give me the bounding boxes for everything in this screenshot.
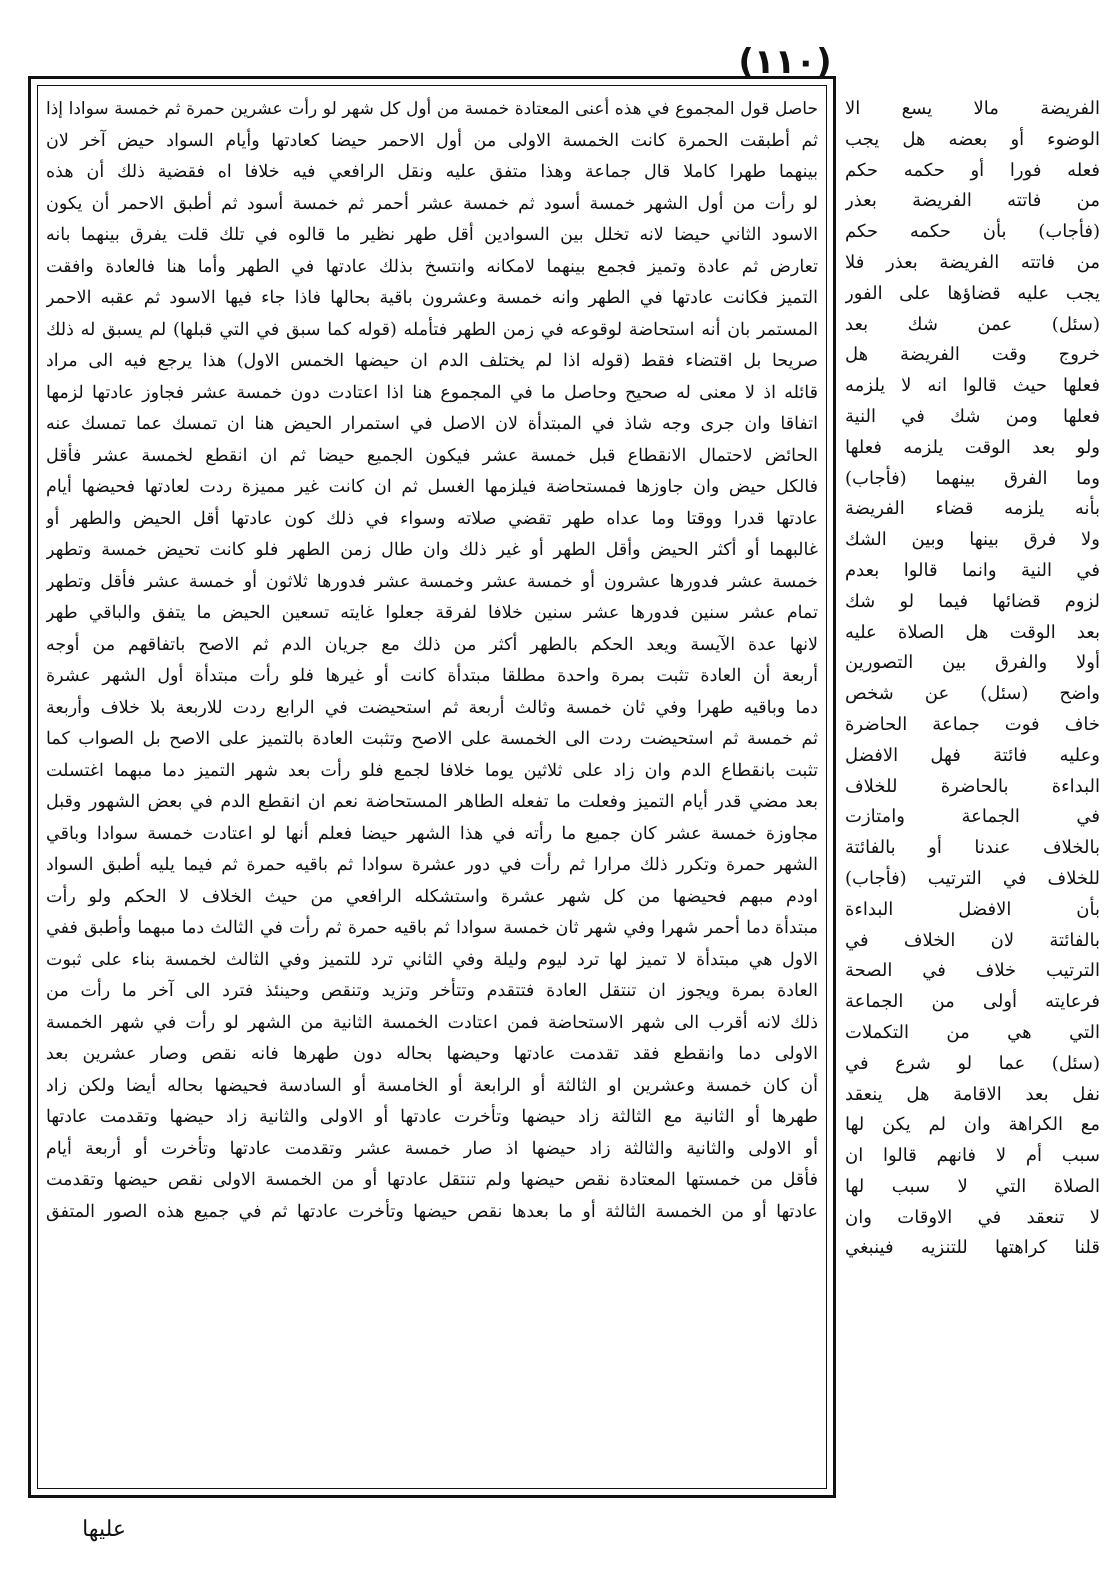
main-text-line: أن كان خمسة وعشرين او الثالثة أو الرابعة أو الخامسة أو السادسة فحيضها بحاله أيضا ولكن زاد [46,1075,818,1096]
main-text-line: لو رأت من أول الشهر خمسة أسود ثم خمسة عشر أحمر ثم خمسة أسود ثم أطبق الاحمر أن يكون [46,193,818,214]
margin-text-line: (سئل) عما لو شرع في [845,1052,1100,1074]
main-text-line: اودم مبهم فحيضها من كل شهر عشرة واستشكله الرافعي من حيث الخلاف لا الحكم ولو رأت [46,886,818,907]
main-text-line: ذلك لانه أقرب الى شهر الاستحاضة فمن اعتادت الخمسة الثانية من الشهر لو رأت في شهر الخمسة [46,1012,818,1033]
main-text-line: الاسود الثاني حيضا لانه تخلل بين السوادين أقل طهر نظير ما قالوه في تلك قلت يفرق بينهما بانه [46,225,818,245]
margin-text-line: من فاتته الفريضة بعذر [845,190,1100,212]
main-text-line: العادة بمرة ويجوز ان تنتقل العادة فتتقدم وتتأخر وتزيد وتنقص وحينئذ فترد الى آخر ما رأت من [46,981,818,1001]
main-text-block [46,94,818,1482]
margin-text-line: في الجماعة وامتازت [845,806,1100,828]
margin-text-line: ولا فرق بينها وبين الشك [845,529,1100,551]
main-text-line: ثم أطبقت الحمرة كانت الخمسة الاولى من أول الاحمر حيضا كعادتها وأيام السواد حيض آخر لان [46,130,818,151]
main-text-line: اتفاقا وان جرى وجه شاذ في المبتدأة لان الاصل في استمرار الحيض هنا ان تمسك عما تمسك عنه [46,414,818,434]
main-text-line: عادتها أو من الخمسة الثالثة أو ما بعدها نقص حيضها وتأخرت عادتها ثم في جميع هذه الصور المتفق [46,1201,818,1222]
page-number: (١١٠) [738,42,832,82]
margin-text-line: الوضوء أو بعضه هل يجب [845,128,1100,150]
margin-text-line: من فاتته الفريضة بعذر فلا [845,251,1100,273]
margin-text-line: يجب عليه قضاؤها على الفور [845,282,1100,304]
catchword: عليها [82,1517,126,1542]
margin-text-line: خروج وقت الفريضة هل [845,344,1100,366]
main-text-line: الاولى دما وانقطع فقد تقدمت عادتها وحيضها بحاله دون طهرها فانه نقص وصار عشرين بعد [46,1044,818,1064]
main-text-line: خمسة عشر فدورها عشرون أو خمسة عشر وخمسة عشر فدورها ثلاثون أو خمسة عشر فأقل وتطهر [46,571,818,592]
margin-text-line: التي هي من التكملات [845,1021,1100,1043]
main-text-line: أو الاولى والثانية والثالثة زاد حيضها اذ صار خمسة عشر وتقدمت عادتها وتأخرت أو أربعة أيام [46,1138,818,1159]
main-text-line: مبتدأة دما أحمر شهرا وفي شهر ثان خمسة سوادا ثم باقيه حمرة ثم رأت في الثالث دما مبهما وأطبق ففي [46,918,818,938]
margin-text-line: أولا والفرق بين التصورين [845,652,1100,674]
main-text-line: تعارض ثم عادة وتميز فجمع بينهما لامكانه وانتسخ بذلك عادتها في الطهر وأما هنا فالعادة وافقت [46,256,818,277]
margin-text-line: (سئل) عمن شك بعد [845,313,1100,335]
main-text-line: عادتها قدرا ووقتا وما عداه طهر تقضي صلاته وسواء في ذلك كون عادتها أقل الحيض والطهر أو [46,508,818,529]
main-text-line: غالبهما أو أكثر الحيض وأقل الطهر أو غير ذلك وان طال زمن الطهر فلو كانت تحيض خمسة وتطهر [46,540,818,560]
main-text-line: فأقل من خمستها المعتادة نقص حيضها ولم تنتقل عادتها أو من الخمسة الاولى نقص حيضها وتقدمت [46,1170,818,1190]
margin-text-line: ولو بعد الوقت يلزمه فعلها [845,436,1100,458]
margin-text-line: نفل بعد الاقامة هل ينعقد [845,1083,1100,1105]
margin-text-line: بأن الافضل البداءة [845,898,1100,920]
main-text-line: ثم خمسة ثم استحيضت ردت الى الخمسة على الاصح وتثبت العادة بالتميز على الاصح بل الصواب كما [46,729,818,749]
margin-text-line: (فأجاب) بأن حكمه حكم [845,221,1100,243]
margin-text-line: قلنا كراهتها للتنزيه فينبغي [845,1237,1100,1259]
main-text-line: حاصل قول المجموع في هذه أعنى المعتادة خمسة من أول كل شهر لو رأت عشرين حمرة ثم خمسة سوادا إذا [46,99,818,119]
margin-text-line: فعلها ومن شك في النية [845,405,1100,427]
main-text-line: المستمر بان أنه استحاضة لوقوعه في زمن الطهر فتأمله (قوله كما سبق في التي قبلها) لم يسبق له ذلك [46,319,818,340]
margin-text-line: الترتيب خلاف في الصحة [845,960,1100,982]
main-text-line: بعد مضي قدر أيام التميز وفعلت ما تفعله الطاهر المستحاضة نعم ان انقطع الدم في بعض الشهور وقبل [46,792,818,812]
margin-text-line: فعله فورا أو حكمه حكم [845,159,1100,181]
margin-text-line: الفريضة مالا يسع الا [845,98,1100,119]
margin-text-line: خاف فوت جماعة الحاضرة [845,713,1100,735]
margin-text-line: مع الكراهة وان لم يكن لها [845,1114,1100,1136]
main-text-line: أربعة أن العادة تثبت بمرة واحدة مطلقا مبتدأة كانت أو غيرها فلو رأت مبتدأة أول الشهر عشرة [46,666,818,686]
margin-text-line: للخلاف في الترتيب (فأجاب) [845,867,1100,889]
margin-text-line: سبب أم لا فانهم قالوا ان [845,1145,1100,1167]
margin-text-line: فعلها حيث قالوا انه لا يلزمه [845,375,1100,397]
margin-text-line: وعليه فائتة فهل الافضل [845,744,1100,766]
main-text-line: قائله اذ لا معنى له صحيح وحاصل ما في المجموع هنا اذا اعتادت دون خمسة عشر فجاوز عادتها لزمها [46,382,818,403]
margin-text-line: في النية وانما قالوا بعدم [845,559,1100,581]
margin-text-line: فرعايته أولى من الجماعة [845,991,1100,1013]
main-text-line: طهرها أو الثانية مع الثالثة زاد حيضها وتأخرت عادتها أو الاولى والثانية زاد حيضها وتقدمت عادتها [46,1107,818,1127]
margin-text-line: الصلاة التي لا سبب لها [845,1175,1100,1197]
margin-text-line: لا تنعقد في الاوقات وان [845,1206,1100,1228]
margin-text-line: البداءة بالحاضرة للخلاف [845,775,1100,797]
main-text-line: فالكل حيض وان جاوزها فمستحاضة فيلزمها الغسل ثم ان كانت غير مميزة ردت لعادتها فحيضها أيام [46,477,818,497]
main-text-line: الحائض لاحتمال الانقطاع قبل خمسة عشر فيكون الجميع حيضا ثم ان انقطع لخمسة عشر فأقل [46,445,818,466]
margin-text-line: واضح (سئل) عن شخص [845,683,1100,705]
margin-text-line: بعد الوقت هل الصلاة عليه [845,621,1100,643]
margin-text-line: بالفائتة لان الخلاف في [845,929,1100,951]
margin-text-line: بأنه يلزمه قضاء الفريضة [845,498,1100,520]
main-text-line: تمام عشر سنين فدورها عشر سنين خلافا لفرقة جعلوا غايته تسعين الحيض ما يتفق والباقي طهر [46,603,818,623]
main-text-line: مجاوزة خمسة عشر كان جميع ما رأته في هذا الشهر حيضا فعلم أنها لو اعتادت خمسة سوادا وباقي [46,823,818,844]
main-text-line: دما وباقيه طهرا وفي ثان خمسة وثالث أربعة ثم استحيضت في الرابع ردت للاربعة بلا خلاف وأربعة [46,697,818,718]
margin-text-line: لزوم قضائها فيما لو شك [845,590,1100,612]
margin-commentary-block [845,94,1100,1474]
main-text-line: الشهر حمرة وتكرر ذلك مرارا ثم رأت في دور عشرة سوادا ثم باقيه حمرة ثم فيما يليه أطبق السواد [46,855,818,875]
main-text-line: صريحا بل اقتضاء فقط (قوله اذا لم يختلف الدم ان حيضها الخمس الاول) هذا يرجع فيه الى مراد [46,351,818,371]
main-text-line: تثبت بانقطاع الدم وان زاد على ثلاثين يوما خلافا لجمع فلو رأت بعد شهر التميز دما مبهما اغتسلت [46,760,818,781]
margin-text-line: وما الفرق بينهما (فأجاب) [845,467,1100,489]
main-text-line: بينهما طهرا كاملا قال جماعة وهذا متفق عليه ونقل الرافعي فيه خلافا اه فقضية ذلك أن هذه [46,162,818,182]
main-text-line: لانها عدة الآيسة ويعد الحكم بالطهر أكثر من ذلك مع جريان الدم ثم الاصح باتفاقهم من أوجه [46,634,818,655]
margin-text-line: بالخلاف عندنا أو بالفائتة [845,837,1100,859]
main-text-line: التميز فكانت عادتها في الطهر وانه خمسة وعشرون باقية بحالها فاذا جاء فيها الاسود ثم عقبه الاحمر [46,288,818,308]
main-text-line: الاول هي مبتدأة لا تميز لها ترد ليوم وليلة وفي الثاني ترد للتميز وفي الثالث لخمسة بناء على ثبوت [46,949,818,970]
